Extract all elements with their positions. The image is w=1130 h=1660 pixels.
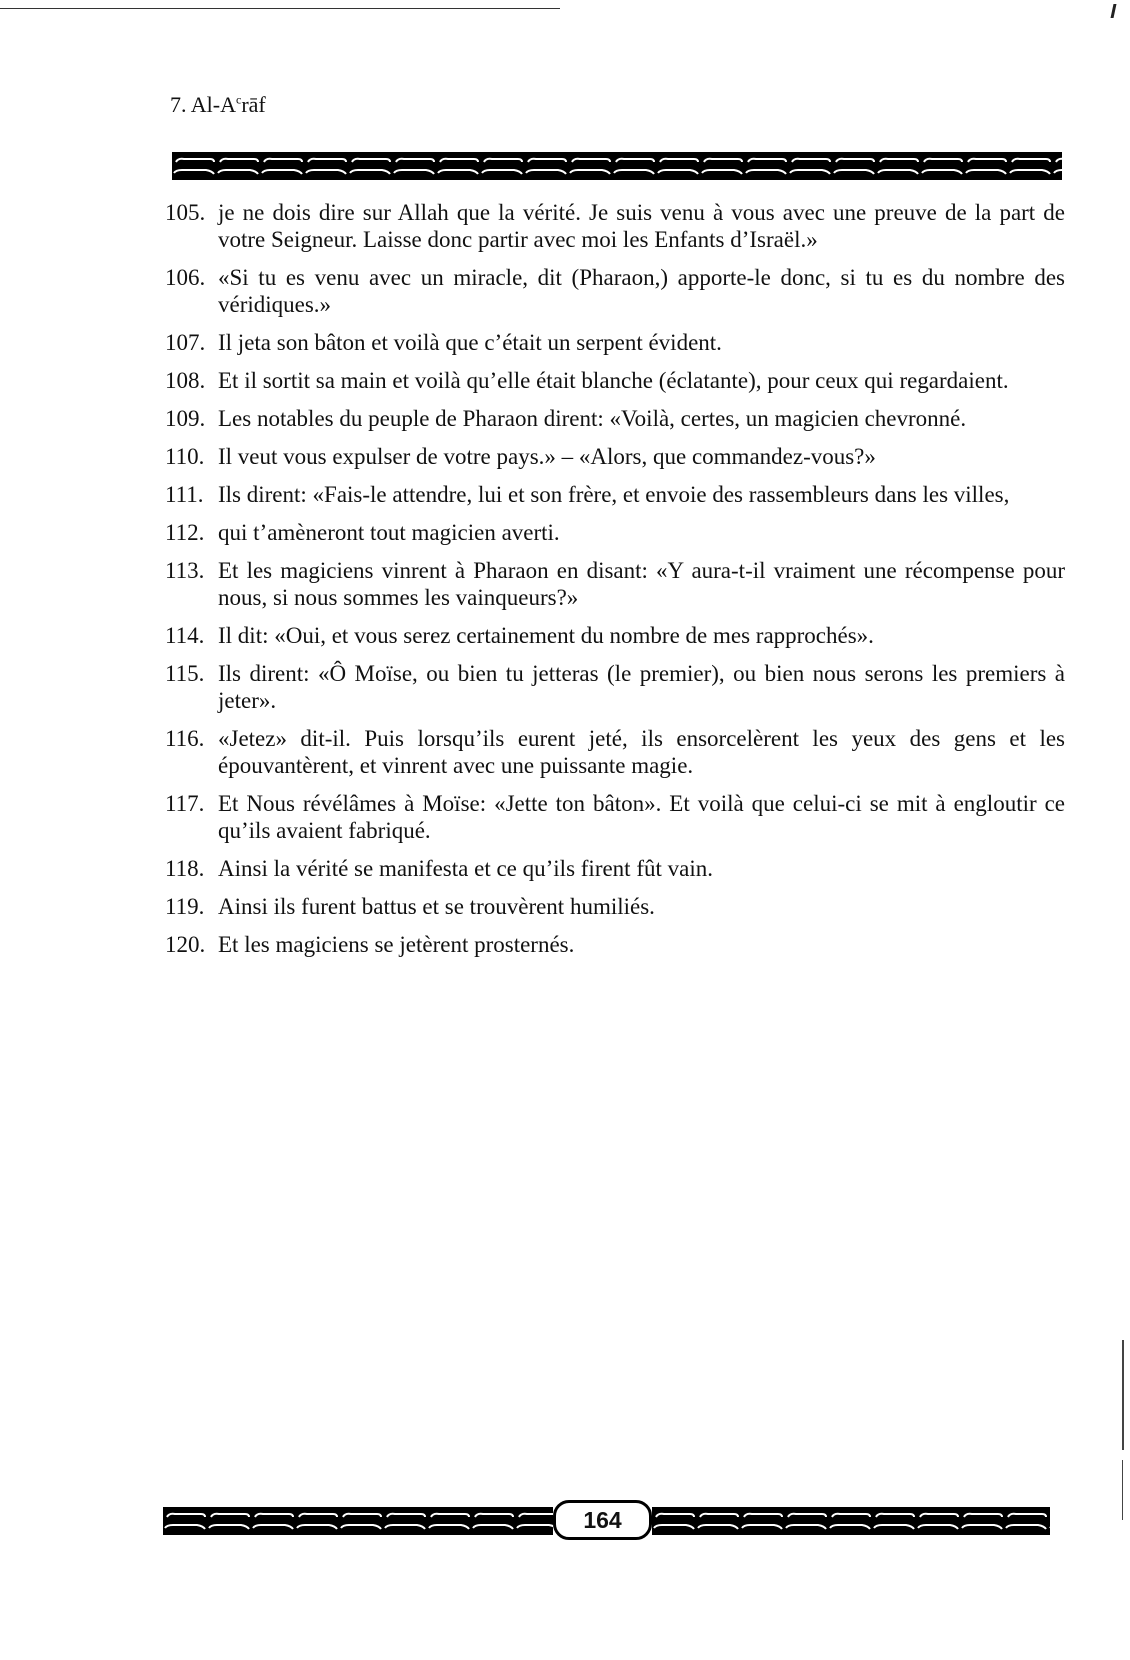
- verse-text: Et les magiciens vinrent à Pharaon en disant: «Y aura-t-il vraiment une récompense pour nous, si nous sommes les vainqueurs?»: [218, 558, 1065, 610]
- verse-number: 120.: [165, 932, 206, 957]
- page-number: 164: [553, 1500, 652, 1540]
- verse-number: 118.: [165, 856, 205, 881]
- verse-text: qui t’amèneront tout magicien averti.: [218, 520, 560, 545]
- verse-number: 112.: [165, 520, 205, 545]
- verse-text: Les notables du peuple de Pharaon dirent: «Voilà, certes, un magicien chevronné.: [218, 406, 967, 431]
- verse-118: [165, 855, 1065, 882]
- verse-text: «Jetez» dit-il. Puis lorsqu’ils eurent jeté, ils ensorcelèrent les yeux des gens et les épouvantèrent, et vinrent avec une puissante magie.: [218, 726, 1065, 778]
- verse-text: Il dit: «Oui, et vous serez certainement du nombre de mes rapprochés».: [218, 623, 874, 648]
- verse-text: Et les magiciens se jetèrent prosternés.: [218, 932, 575, 957]
- verse-number: 119.: [165, 894, 205, 919]
- verse-116: [165, 725, 1065, 779]
- verse-number: 105.: [165, 200, 206, 225]
- decorative-chain-band-top: [172, 152, 1062, 180]
- verse-number: 106.: [165, 265, 206, 290]
- decorative-chain-band-bottom-right: [652, 1507, 1050, 1535]
- surah-name: $Al-A^crāf$: [190, 92, 266, 117]
- verse-111: [165, 481, 1065, 508]
- verse-text: Il jeta son bâton et voilà que c’était un serpent évident.: [218, 330, 722, 355]
- verse-text: Et Nous révélâmes à Moïse: «Jette ton bâton». Et voilà que celui-ci se mit à engloutir ce qu’ils avaient fabriqué.: [218, 791, 1065, 843]
- verse-text: Il veut vous expulser de votre pays.» – «Alors, que commandez-vous?»: [218, 444, 876, 469]
- verse-106: [165, 264, 1065, 318]
- verse-text: je ne dois dire sur Allah que la vérité. Je suis venu à vous avec une preuve de la part de votre Seigneur. Laisse donc partir avec moi les Enfants d’Israël.»: [218, 200, 1065, 252]
- verse-119: [165, 893, 1065, 920]
- corner-scan-mark: [1111, 4, 1117, 18]
- verse-114: [165, 622, 1065, 649]
- verse-text: Ainsi ils furent battus et se trouvèrent humiliés.: [218, 894, 655, 919]
- surah-number: 7.: [170, 92, 187, 117]
- verse-number: 116.: [165, 726, 205, 751]
- verse-105: [165, 199, 1065, 253]
- verse-120: [165, 931, 1065, 958]
- verse-number: 115.: [165, 661, 205, 686]
- surah-header: [170, 92, 266, 118]
- verse-number: 113.: [165, 558, 205, 583]
- verse-117: [165, 790, 1065, 844]
- top-scan-rule: [0, 8, 560, 9]
- verse-number: 109.: [165, 406, 206, 431]
- verse-list: [165, 199, 1065, 969]
- verse-number: 111.: [165, 482, 204, 507]
- verse-113: [165, 557, 1065, 611]
- verse-text: «Si tu es venu avec un miracle, dit (Pharaon,) apporte-le donc, si tu es du nombre des véridiques.»: [218, 265, 1065, 317]
- verse-109: [165, 405, 1065, 432]
- verse-number: 114.: [165, 623, 205, 648]
- verse-number: 117.: [165, 791, 205, 816]
- margin-scan-mark: [1122, 1340, 1124, 1450]
- verse-115: [165, 660, 1065, 714]
- verse-text: Ainsi la vérité se manifesta et ce qu’ils firent fût vain.: [218, 856, 713, 881]
- verse-110: [165, 443, 1065, 470]
- verse-text: Et il sortit sa main et voilà qu’elle était blanche (éclatante), pour ceux qui regardaient.: [218, 368, 1009, 393]
- verse-107: [165, 329, 1065, 356]
- verse-text: Ils dirent: «Ô Moïse, ou bien tu jetteras (le premier), ou bien nous serons les premiers à jeter».: [218, 661, 1065, 713]
- margin-scan-mark: [1122, 1460, 1123, 1520]
- verse-108: [165, 367, 1065, 394]
- decorative-chain-band-bottom-left: [163, 1507, 553, 1535]
- verse-112: [165, 519, 1065, 546]
- verse-text: Ils dirent: «Fais-le attendre, lui et son frère, et envoie des rassembleurs dans les villes,: [218, 482, 1010, 507]
- verse-number: 110.: [165, 444, 205, 469]
- verse-number: 108.: [165, 368, 206, 393]
- verse-number: 107.: [165, 330, 206, 355]
